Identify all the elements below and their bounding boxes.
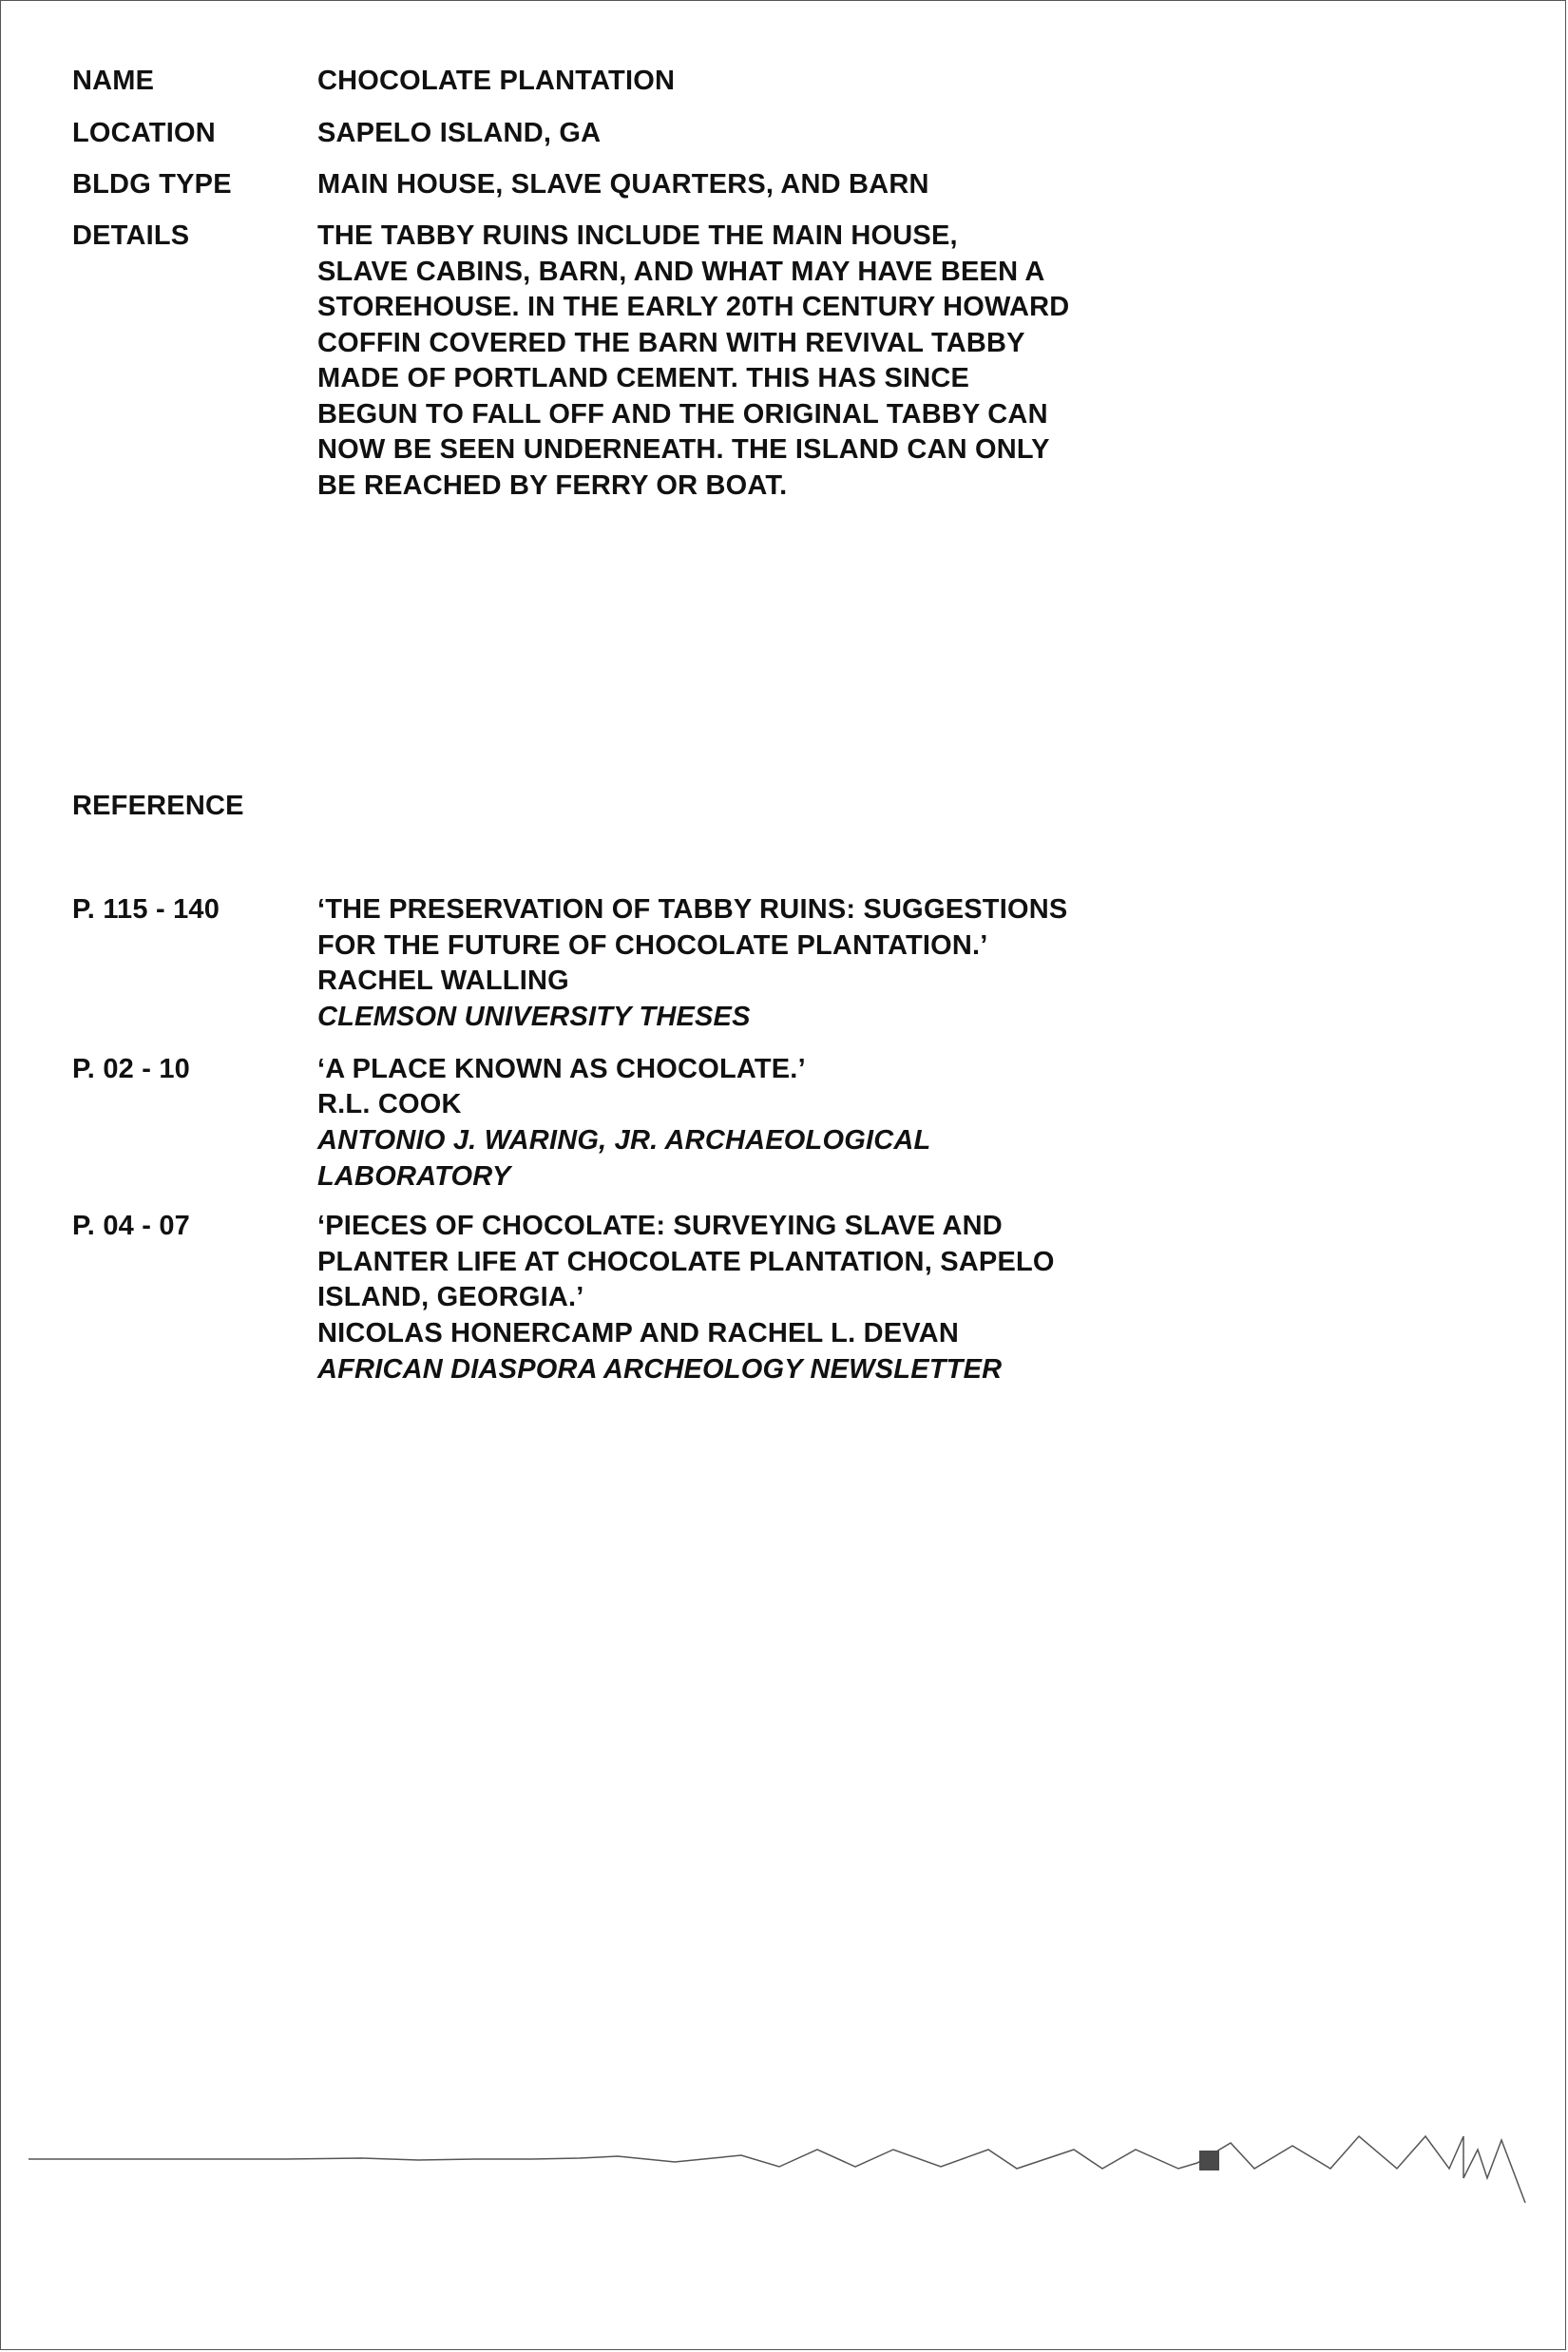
reference-author: RACHEL WALLING (317, 966, 569, 996)
field-label-location: LOCATION (72, 118, 216, 148)
field-value-bldg-type: MAIN HOUSE, SLAVE QUARTERS, AND BARN (317, 169, 929, 200)
reference-author: NICOLAS HONERCAMP AND RACHEL L. DEVAN (317, 1318, 959, 1348)
reference-heading: REFERENCE (72, 791, 244, 821)
reference-source: AFRICAN DIASPORA ARCHEOLOGY NEWSLETTER (317, 1354, 1003, 1385)
reference-pages: P. 02 - 10 (72, 1054, 191, 1084)
reference-author: R.L. COOK (317, 1089, 462, 1119)
zigzag-path (29, 2136, 1525, 2203)
reference-title: ‘THE PRESERVATION OF TABBY RUINS: SUGGESTIONS FOR THE FUTURE OF CHOCOLATE PLANTATION.’ (317, 894, 1068, 961)
reference-pages: P. 04 - 07 (72, 1211, 191, 1241)
field-label-details: DETAILS (72, 220, 190, 251)
field-label-bldg-type: BLDG TYPE (72, 169, 232, 200)
reference-source: ANTONIO J. WARING, JR. ARCHAEOLOGICAL LABORATORY (317, 1125, 931, 1192)
field-value-location: SAPELO ISLAND, GA (317, 118, 602, 148)
field-value-details: THE TABBY RUINS INCLUDE THE MAIN HOUSE, SLAVE CABINS, BARN, AND WHAT MAY HAVE BEEN A STOREHOUSE. IN THE EARLY 20TH CENTURY HOWARD COFFIN COVERED THE BARN WITH REVIVAL TABBY MADE OF PORTLAND CEMENT. THIS HAS SINCE BEGUN TO FALL OFF AND THE ORIGINAL TABBY CAN NOW BE SEEN UNDERNEATH. THE ISLAND CAN ONLY BE REACHED BY FERRY OR BOAT. (317, 220, 1070, 501)
square-marker-icon (1199, 2151, 1219, 2170)
reference-title: ‘A PLACE KNOWN AS CHOCOLATE.’ (317, 1054, 806, 1084)
field-label-name: NAME (72, 66, 155, 96)
reference-source: CLEMSON UNIVERSITY THESES (317, 1002, 751, 1032)
reference-title: ‘PIECES OF CHOCOLATE: SURVEYING SLAVE AND PLANTER LIFE AT CHOCOLATE PLANTATION, SAPELO ISLAND, GEORGIA.’ (317, 1211, 1055, 1312)
reference-pages: P. 115 - 140 (72, 894, 220, 925)
field-value-name: CHOCOLATE PLANTATION (317, 66, 676, 96)
